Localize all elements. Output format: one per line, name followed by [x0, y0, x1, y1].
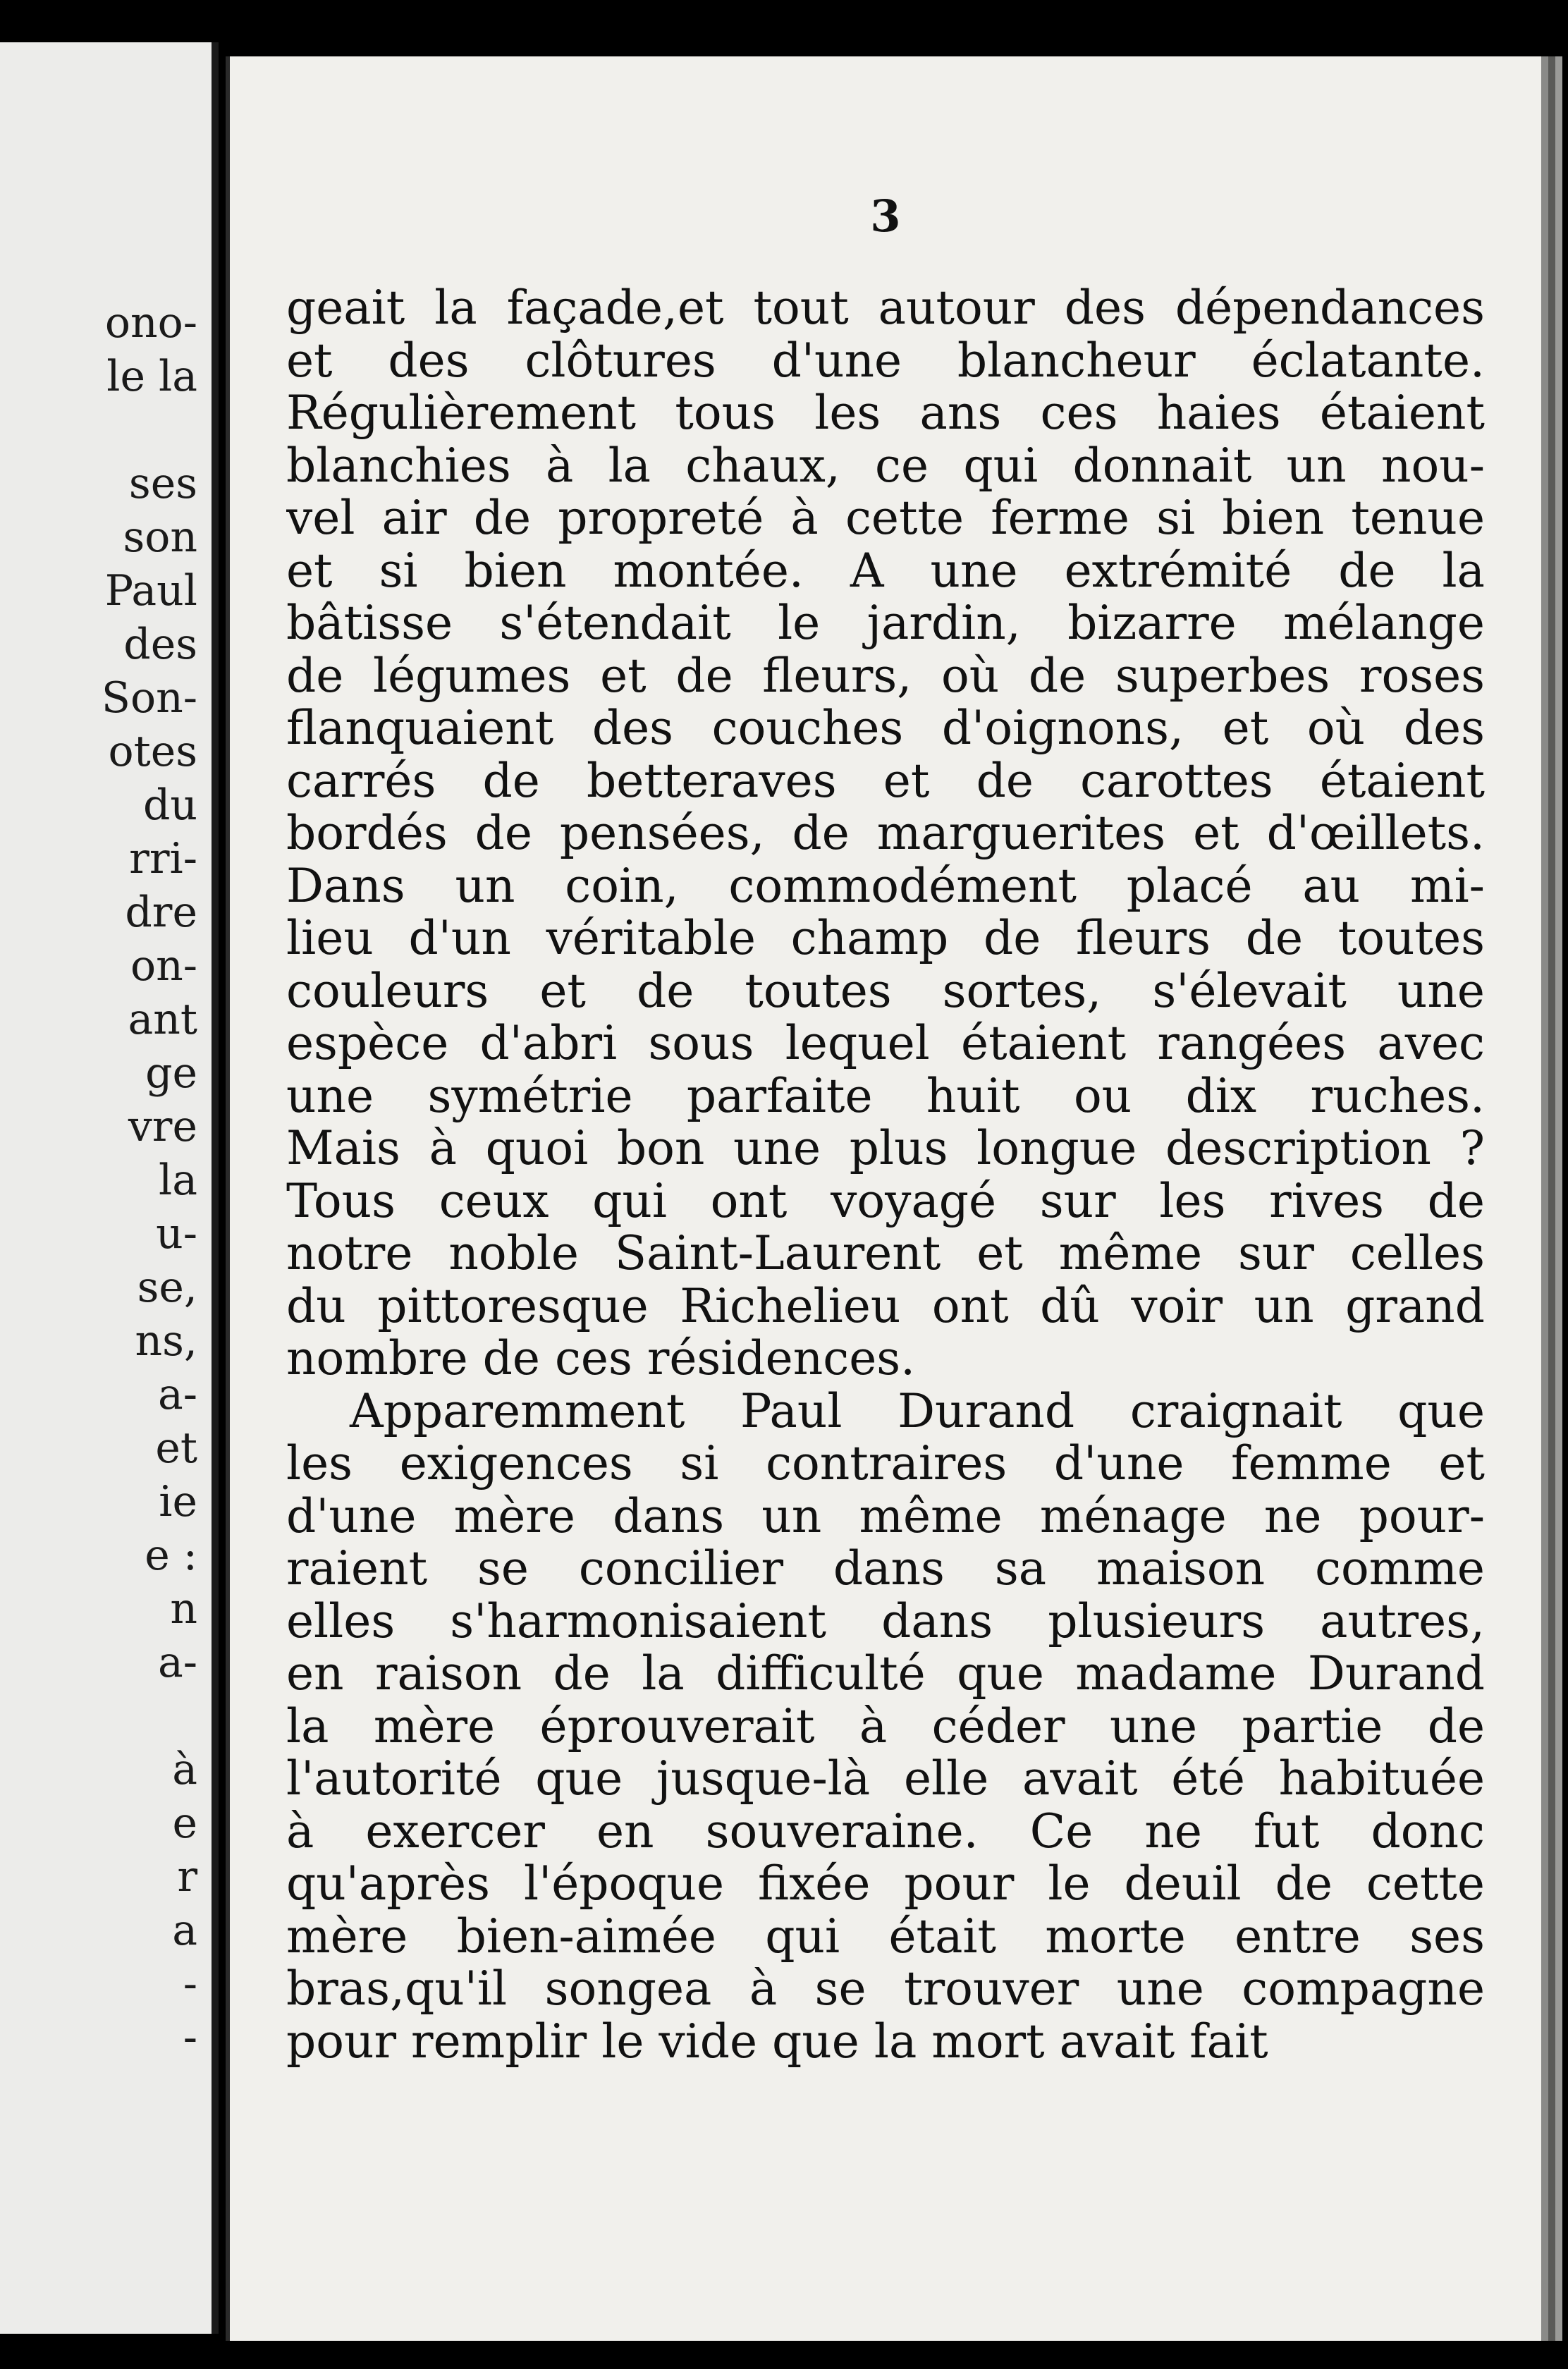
left-fragment-line: rri- — [129, 834, 197, 883]
left-fragment-line — [0, 1689, 212, 1743]
left-fragment-line: la — [159, 1156, 197, 1205]
text-line: qu'après l'époque fixée pour le deuil de cette — [286, 1858, 1485, 1911]
text-line: Dans un coin, commodément placé au mi- — [286, 859, 1485, 912]
text-line: à exercer en souveraine. Ce ne fut donc — [286, 1805, 1485, 1858]
text-line: espèce d'abri sous lequel étaient rangées avec — [286, 1017, 1485, 1070]
text-line: et si bien montée. A une extrémité de la — [286, 544, 1485, 597]
text-line: vel air de propreté à cette ferme si bien tenue — [286, 492, 1485, 545]
left-fragment-line: à — [172, 1745, 197, 1794]
left-fragment-line: Son- — [101, 673, 197, 723]
left-fragment-line: Paul — [104, 566, 197, 616]
text-line: Tous ceux qui ont voyagé sur les rives de — [286, 1175, 1485, 1228]
text-line: de légumes et de fleurs, où de superbes roses — [286, 649, 1485, 702]
left-fragment-line: - — [183, 2013, 197, 2062]
text-line: lieu d'un véritable champ de fleurs de toutes — [286, 912, 1485, 965]
left-fragment-line: a — [172, 1906, 197, 1955]
left-fragment-line: du — [142, 781, 197, 830]
left-fragment-line: r — [177, 1852, 197, 1902]
paragraph-1 — [286, 282, 1485, 1385]
text-line: d'une mère dans un même ménage ne pour- — [286, 1490, 1485, 1543]
left-fragment-line: ie — [159, 1477, 197, 1526]
page-number: 3 — [870, 190, 901, 242]
text-line: pour remplir le vide que la mort avait fait — [286, 2015, 1268, 2068]
text-line: carrés de betteraves et de carottes étaient — [286, 754, 1485, 807]
body-text — [286, 282, 1485, 2068]
text-line: en raison de la difficulté que madame Durand — [286, 1648, 1485, 1701]
left-fragment-line: otes — [108, 727, 197, 776]
left-fragment-line: a- — [157, 1370, 197, 1419]
left-page-text-fragments — [0, 296, 212, 2064]
left-fragment-line: et — [155, 1424, 197, 1473]
text-line: geait la façade,et tout autour des dépendances — [286, 282, 1485, 335]
left-fragment-line: vre — [128, 1102, 197, 1151]
left-fragment-line: - — [183, 1959, 197, 2009]
right-page — [226, 56, 1541, 2341]
text-line: blanchies à la chaux, ce qui donnait un nou- — [286, 439, 1485, 492]
text-line: Apparemment Paul Durand craignait que — [350, 1385, 1485, 1438]
left-fragment-line: se, — [137, 1263, 197, 1312]
left-fragment-line: a- — [157, 1638, 197, 1687]
left-fragment-line: e — [172, 1799, 197, 1848]
text-line: bordés de pensées, de marguerites et d'œillets. — [286, 807, 1485, 860]
text-line: l'autorité que jusque-là elle avait été habituée — [286, 1753, 1485, 1806]
left-fragment-line: u- — [156, 1209, 197, 1259]
text-line: bâtisse s'étendait le jardin, bizarre mélange — [286, 597, 1485, 650]
text-line: notre noble Saint-Laurent et même sur celles — [286, 1228, 1485, 1280]
text-line: les exigences si contraires d'une femme et — [286, 1438, 1485, 1490]
text-line: la mère éprouverait à céder une partie de — [286, 1700, 1485, 1753]
text-line: nombre de ces résidences. — [286, 1333, 916, 1385]
text-line: couleurs et de toutes sortes, s'élevait une — [286, 965, 1485, 1017]
left-fragment-line: ns, — [135, 1316, 197, 1366]
text-line: et des clôtures d'une blancheur éclatante. — [286, 334, 1485, 387]
left-fragment-line — [0, 403, 212, 457]
left-fragment-line: ant — [128, 995, 197, 1044]
text-line: flanquaient des couches d'oignons, et où des — [286, 702, 1485, 755]
left-fragment-line: n — [170, 1584, 197, 1634]
text-line: une symétrie parfaite huit ou dix ruches. — [286, 1070, 1485, 1122]
left-fragment-line: des — [123, 620, 197, 669]
text-line: mère bien-aimée qui était morte entre ses — [286, 1910, 1485, 1963]
text-line: bras,qu'il songea à se trouver une compagne — [286, 1963, 1485, 2016]
text-line: Régulièrement tous les ans ces haies étaient — [286, 387, 1485, 440]
paragraph-2 — [286, 1385, 1485, 2069]
left-fragment-line: dre — [125, 888, 197, 937]
left-fragment-line: le la — [106, 352, 197, 401]
left-fragment-line: son — [123, 513, 197, 562]
left-fragment-line: ses — [128, 459, 197, 508]
text-line: du pittoresque Richelieu ont dû voir un grand — [286, 1280, 1485, 1333]
text-line: Mais à quoi bon une plus longue description ? — [286, 1122, 1485, 1175]
left-facing-page — [0, 42, 219, 2334]
text-line: elles s'harmonisaient dans plusieurs autres, — [286, 1595, 1485, 1648]
text-line: raient se concilier dans sa maison comme — [286, 1543, 1485, 1596]
left-fragment-line: ono- — [104, 298, 197, 348]
left-fragment-line: e : — [145, 1531, 197, 1580]
left-fragment-line: on- — [130, 941, 197, 991]
left-fragment-line: ge — [145, 1048, 197, 1098]
